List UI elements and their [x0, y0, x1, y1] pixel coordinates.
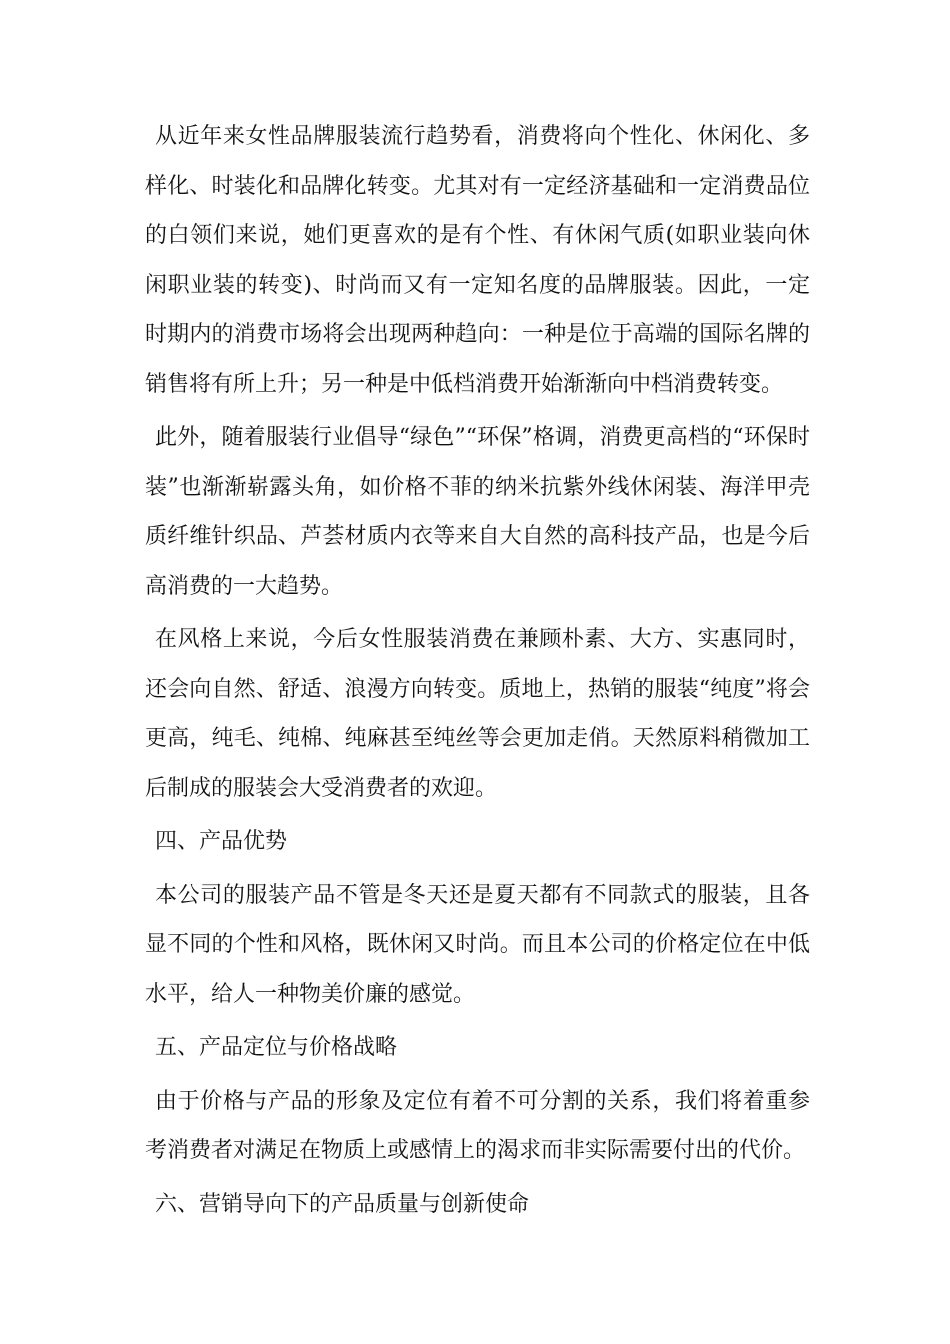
paragraph-positioning-pricing: 由于价格与产品的形象及定位有着不可分割的关系，我们将着重参考消费者对满足在物质上或感情上的渴求而非实际需要付出的代价。: [145, 1088, 810, 1163]
document-body: [145, 112, 810, 1233]
paragraph-product-advantage: 本公司的服装产品不管是冬天还是夏天都有不同款式的服装，且各显不同的个性和风格，既休闲又时尚。而且本公司的价格定位在中低水平，给人一种物美价廉的感觉。: [145, 882, 810, 1007]
section-heading-product-advantage: 四、产品优势: [155, 829, 288, 854]
paragraph-eco-fashion: 此外，随着服装行业倡导“绿色”“环保”格调，消费更高档的“环保时装”也渐渐崭露头角，如价格不菲的纳米抗紫外线休闲装、海洋甲壳质纤维针织品、芦荟材质内衣等来自大自然的高科技产品，也是今后高消费的一大趋势。: [145, 425, 810, 599]
paragraph-style-trend: 在风格上来说，今后女性服装消费在兼顾朴素、大方、实惠同时，还会向自然、舒适、浪漫方向转变。质地上，热销的服装“纯度”将会更高，纯毛、纯棉、纯麻甚至纯丝等会更加走俏。天然原料稍微加工后制成的服装会大受消费者的欢迎。: [145, 627, 810, 801]
paragraph-consumption-trend: 从近年来女性品牌服装流行趋势看，消费将向个性化、休闲化、多样化、时装化和品牌化转变。尤其对有一定经济基础和一定消费品位的白领们来说，她们更喜欢的是有个性、有休闲气质(如职业装向休闲职业装的转变)、时尚而又有一定知名度的品牌服装。因此，一定时期内的消费市场将会出现两种趋向：一种是位于高端的国际名牌的销售将有所上升；另一种是中低档消费开始渐渐向中档消费转变。: [145, 124, 810, 397]
section-heading-quality-innovation: 六、营销导向下的产品质量与创新使命: [155, 1191, 530, 1217]
section-heading-positioning-pricing: 五、产品定位与价格战略: [155, 1035, 398, 1060]
